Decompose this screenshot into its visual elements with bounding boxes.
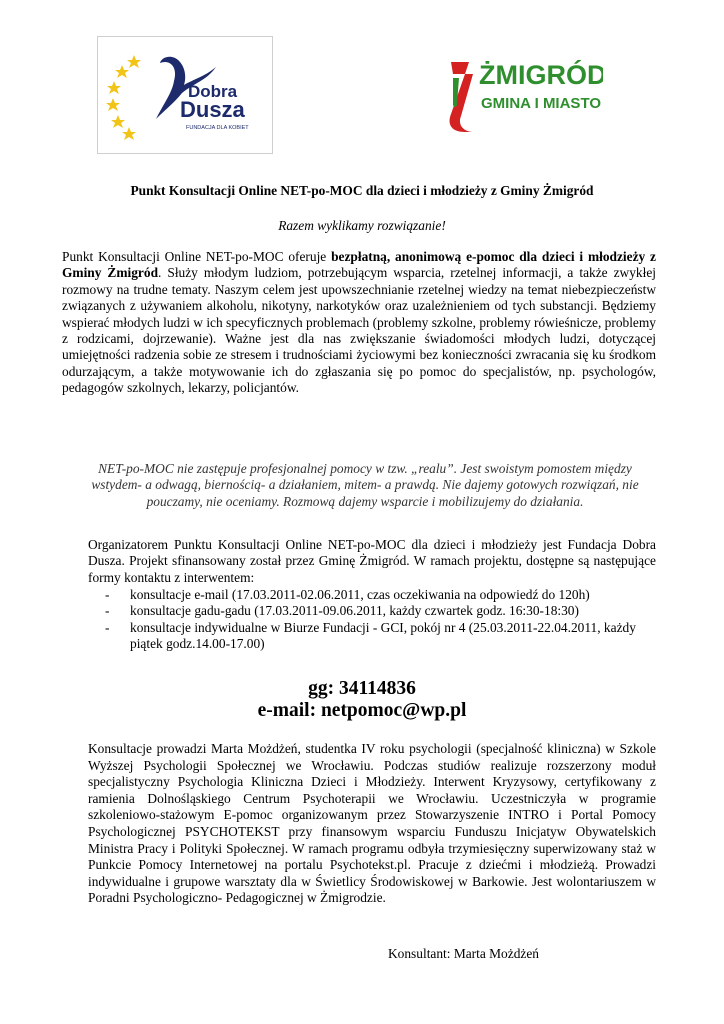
- quote-paragraph: NET-po-MOC nie zastępuje profesjonalnej pomocy w tzw. „realu”. Jest swoistym pomostem między wstydem- a odwagą, biernością- a działaniem, mitem- a prawdą. Nie dajemy gotowych rozwiązań, nie pouczamy, nie oceniamy. Rozmową dajemy wsparcie i mobilizujemy do działania.: [91, 461, 639, 509]
- list-item: [88, 620, 658, 653]
- email-address: e-mail: netpomoc@wp.pl: [257, 700, 467, 721]
- intro-text-c: . Służy młodym ludziom, potrzebującym wsparcia, rzetelnej informacji, a także zwykłej rozmowy na trudne tematy. Naszym celem jest upowszechnianie rzetelnej wiedzy na temat niebezpieczeństw związanych z używaniem alkoholu, nikotyny, narkotyków oraz uzależnieniem od tych substancji. Będziemy wspierać młodych ludzi w ich specyficznych problemach (problemy szkolne, problemy rówieśnicze, problemy z rodzicami, dojrzewanie). Ważne jest dla nas zwiększanie świadomości młodych ludzi, dotyczącej umiejętności radzenia sobie ze stresem i trudnościami życiowymi bez konieczności zwracania się ku środkom odurzającym, a także motywowanie ich do zgłaszania się po pomoc do specjalistów, np. psychologów, pedagogów szkolnych, lekarzy, policjantów.: [62, 265, 657, 396]
- organizer-paragraph: Organizatorem Punktu Konsultacji Online NET-po-MOC dla dzieci i młodzieży jest Fundacja Dobra Dusza. Projekt sfinansowany został przez Gminę Żmigród. W ramach projektu, dostępne są następujące formy kontaktu z interwentem:: [88, 537, 656, 585]
- dobra-dusza-logo-graphic: [98, 37, 272, 153]
- motto: Razem wyklikamy rozwiązanie!: [278, 218, 446, 233]
- consultant-bio: Konsultacje prowadzi Marta Możdżeń, studentka IV roku psychologii (specjalność kliniczna) w Szkole Wyższej Psychologii Społecznej we Wrocławiu. Podczas studiów realizuje rozszerzony moduł specjalistyczny Psychologia Kliniczna Dzieci i Młodzieży. Interwent Kryzysowy, certyfikowany z ramienia Dolnośląskiego Centrum Psychoterapii we Wrocławiu. Uczestniczyła w programie szkoleniowo-stażowym E-pomoc organizowanym przez Stowarzyszenie INTRO i Portal Pomocy Psychologicznej PSYCHOTEKST przy finansowym wsparciu Funduszu Inicjatyw Obywatelskich Ministra Pracy i Polityki Społecznej. W ramach programu odbyła trzymiesięczny superwizowany staż w Punkcie Pomocy Internetowej na portalu Psychotekst.pl. Pracuje z dziećmi i młodzieżą. Prowadzi indywidualne i grupowe warsztaty dla w Świetlicy Środowiskowej w Barkowie. Jest wolontariuszem w Poradni Psychologiczno- Pedagogicznej w Żmigrodzie.: [88, 741, 656, 906]
- list-item-text: konsultacje gadu-gadu (17.03.2011-09.06.2011, każdy czwartek godz. 16:30-18:30): [130, 603, 579, 619]
- logo-left-line1: Dobra: [188, 82, 238, 101]
- intro-text-a: Punkt Konsultacji Online NET-po-MOC oferuje: [62, 249, 332, 264]
- zmigrod-logo-graphic: [443, 44, 603, 136]
- dobra-dusza-logo: [97, 36, 273, 154]
- list-item: [88, 603, 658, 619]
- contact-block: [0, 678, 724, 722]
- list-dash: -: [105, 603, 110, 619]
- star-ring-icon: [106, 55, 141, 140]
- emblem-top-icon: [451, 62, 469, 74]
- logo-right-line1: ŻMIGRÓD: [479, 60, 603, 90]
- document-title: Punkt Konsultacji Online NET-po-MOC dla dzieci i młodzieży z Gminy Żmigród: [130, 183, 594, 198]
- zmigrod-logo: [443, 44, 603, 136]
- contact-forms-list: [88, 587, 658, 653]
- list-item-text: konsultacje indywidualne w Biurze Fundacji - GCI, pokój nr 4 (25.03.2011-22.04.2011, każdy piątek godz.14.00-17.00): [130, 619, 636, 652]
- intro-text-bold: bezpłatną, anonimową e-pomoc dla dzieci i młodzieży z Gminy Żmigród: [62, 249, 656, 281]
- signature: Konsultant: Marta Możdżeń: [388, 946, 539, 961]
- list-dash: -: [105, 619, 110, 635]
- intro-paragraph: [62, 249, 656, 397]
- logo-left-subtitle: FUNDACJA DLA KOBIET: [186, 125, 249, 131]
- list-item: [88, 587, 658, 603]
- gg-number: gg: 34114836: [308, 678, 416, 699]
- logo-right-line2: GMINA I MIASTO: [481, 95, 601, 112]
- list-item-text: konsultacje e-mail (17.03.2011-02.06.2011, czas oczekiwania na odpowiedź do 120h): [130, 587, 590, 602]
- logo-left-line2: Dusza: [180, 97, 245, 122]
- list-dash: -: [105, 587, 110, 602]
